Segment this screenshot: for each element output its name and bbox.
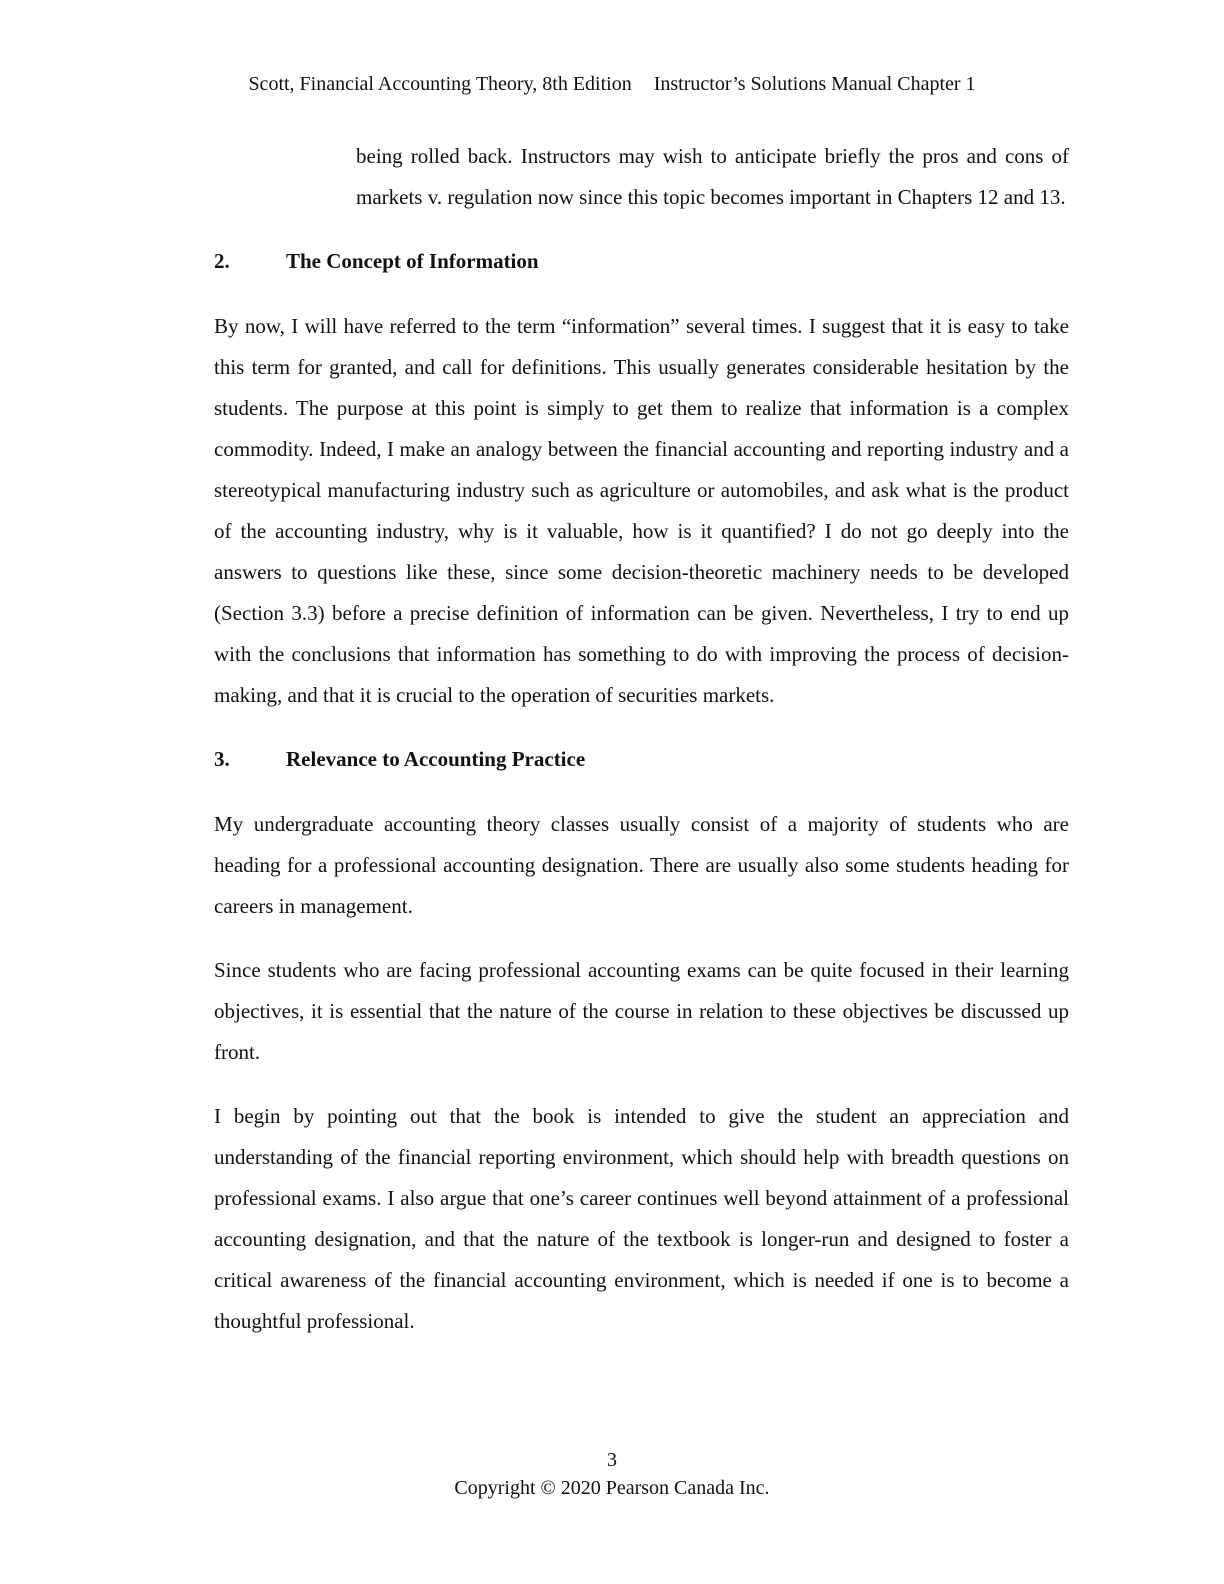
page-body: [214, 136, 1069, 1342]
paragraph-classes: My undergraduate accounting theory classes usually consist of a majority of students who are heading for a professional accounting designation. There are usually also some students heading for careers in management.: [214, 812, 1069, 918]
page-number: 3: [607, 1449, 617, 1471]
section-title: The Concept of Information: [286, 249, 539, 273]
paragraph-exams: Since students who are facing professional accounting exams can be quite focused in their learning objectives, it is essential that the nature of the course in relation to these objectives be discussed up front.: [214, 958, 1069, 1064]
running-header: [0, 70, 1224, 98]
copyright-notice: Copyright © 2020 Pearson Canada Inc.: [454, 1477, 770, 1499]
header-book-title: Scott, Financial Accounting Theory, 8th Edition: [248, 73, 632, 95]
section-number: 3.: [214, 747, 230, 771]
header-manual-chapter: Instructor’s Solutions Manual Chapter 1: [653, 73, 976, 95]
page-footer: [0, 1446, 1224, 1502]
paragraph-information: By now, I will have referred to the term “information” several times. I suggest that it is easy to take this term for granted, and call for definitions. This usually generates considerable hesitation by the students. The purpose at this point is simply to get them to realize that information is a complex commodity. Indeed, I make an analogy between the financial accounting and reporting industry and a stereotypical manufacturing industry such as agriculture or automobiles, and ask what is the product of the accounting industry, why is it valuable, how is it quantified? I do not go deeply into the answers to questions like these, since some decision-theoretic machinery needs to be developed (Section 3.3) before a precise definition of information can be given. Nevertheless, I try to end up with the conclusions that information has something to do with improving the process of decision-making, and that it is crucial to the operation of securities markets.: [214, 314, 1069, 707]
continuation-paragraph: being rolled back. Instructors may wish to anticipate briefly the pros and cons of markets v. regulation now since this topic becomes important in Chapters 12 and 13.: [356, 144, 1069, 209]
section-title: Relevance to Accounting Practice: [286, 747, 586, 771]
section-number: 2.: [214, 249, 230, 273]
paragraph-career: I begin by pointing out that the book is intended to give the student an appreciation and understanding of the financial reporting environment, which should help with breadth questions on professional exams. I also argue that one’s career continues well beyond attainment of a professional accounting designation, and that the nature of the textbook is longer-run and designed to foster a critical awareness of the financial accounting environment, which is needed if one is to become a thoughtful professional.: [214, 1104, 1069, 1333]
section-heading-relevance-to-practice: [214, 739, 1069, 780]
section-heading-concept-of-information: [214, 241, 1069, 282]
